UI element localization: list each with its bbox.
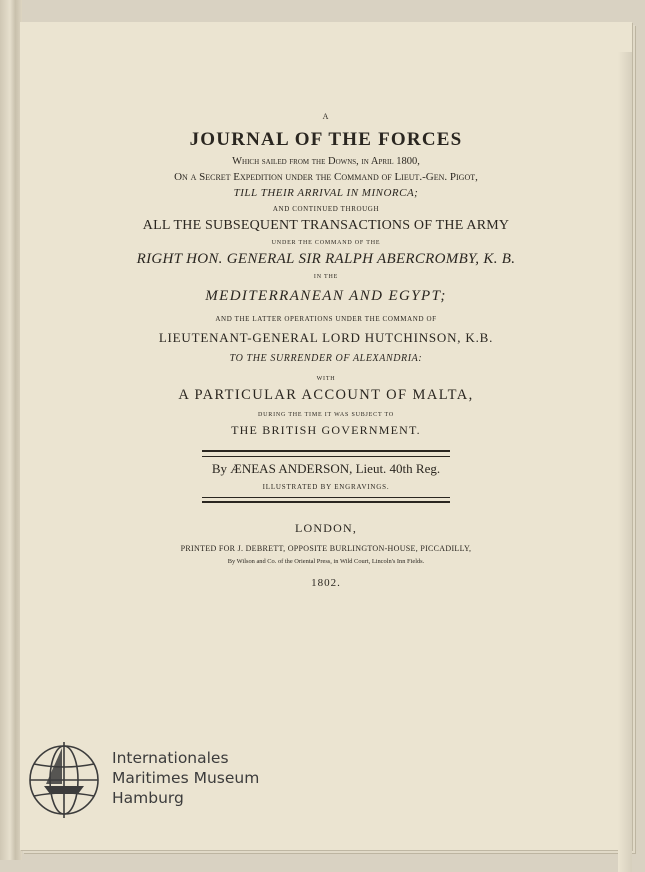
subtitle-line-abercromby: RIGHT HON. GENERAL SIR RALPH ABERCROMBY, K. B.	[136, 251, 516, 267]
subtitle-line-hutchinson: LIEUTENANT-GENERAL LORD HUTCHINSON, K.B.	[158, 330, 494, 345]
globe-ship-icon	[26, 740, 106, 822]
rule-bottom	[202, 497, 450, 503]
rule-top	[202, 450, 450, 457]
museum-name-line-2: Maritimes Museum	[112, 769, 260, 787]
subtitle-line-government: THE BRITISH GOVERNMENT.	[231, 423, 421, 437]
subtitle-line-alexandria: TO THE SURRENDER OF ALEXANDRIA:	[229, 353, 423, 364]
author-line: By ÆNEAS ANDERSON, Lieut. 40th Reg.	[211, 461, 441, 476]
subtitle-line-pigot: On a Secret Expedition under the Command of Lieut.-Gen. Pigot,	[174, 171, 478, 183]
subtitle-line-in-the: IN THE	[313, 274, 339, 280]
imprint-printed-for: PRINTED FOR J. DEBRETT, OPPOSITE BURLINGTON-HOUSE, PICCADILLY,	[180, 544, 472, 553]
imprint-city: LONDON,	[294, 521, 358, 535]
museum-watermark	[26, 738, 276, 828]
subtitle-line-with: WITH	[316, 376, 336, 382]
subtitle-line-malta: A PARTICULAR ACCOUNT OF MALTA,	[178, 387, 474, 403]
museum-name-line-3: Hamburg	[112, 789, 184, 807]
main-title: JOURNAL OF THE FORCES	[189, 129, 463, 150]
museum-name	[112, 748, 259, 808]
subtitle-line-during: DURING THE TIME IT WAS SUBJECT TO	[258, 412, 394, 418]
book-spine	[0, 0, 22, 860]
subtitle-line-army: ALL THE SUBSEQUENT TRANSACTIONS OF THE ARMY	[142, 218, 510, 233]
imprint-year: 1802.	[311, 577, 341, 589]
title-block	[20, 112, 632, 589]
subtitle-line-minorca: TILL THEIR ARRIVAL IN MINORCA;	[233, 187, 419, 199]
title-article: A	[322, 112, 330, 121]
subtitle-line-continued: AND CONTINUED THROUGH	[272, 205, 380, 213]
illustrated-line: ILLUSTRATED BY ENGRAVINGS.	[262, 483, 390, 491]
imprint-printer: By Wilson and Co. of the Oriental Press, in Wild Court, Lincoln's Inn Fields.	[227, 558, 425, 565]
subtitle-line-latter: AND THE LATTER OPERATIONS UNDER THE COMMAND OF	[215, 315, 437, 323]
subtitle-line-downs: Which sailed from the Downs, in April 1800,	[232, 156, 420, 167]
museum-name-line-1: Internationales	[112, 749, 229, 767]
subtitle-line-egypt: MEDITERRANEAN AND EGYPT;	[205, 288, 447, 304]
subtitle-line-command: UNDER THE COMMAND OF THE	[271, 240, 381, 246]
